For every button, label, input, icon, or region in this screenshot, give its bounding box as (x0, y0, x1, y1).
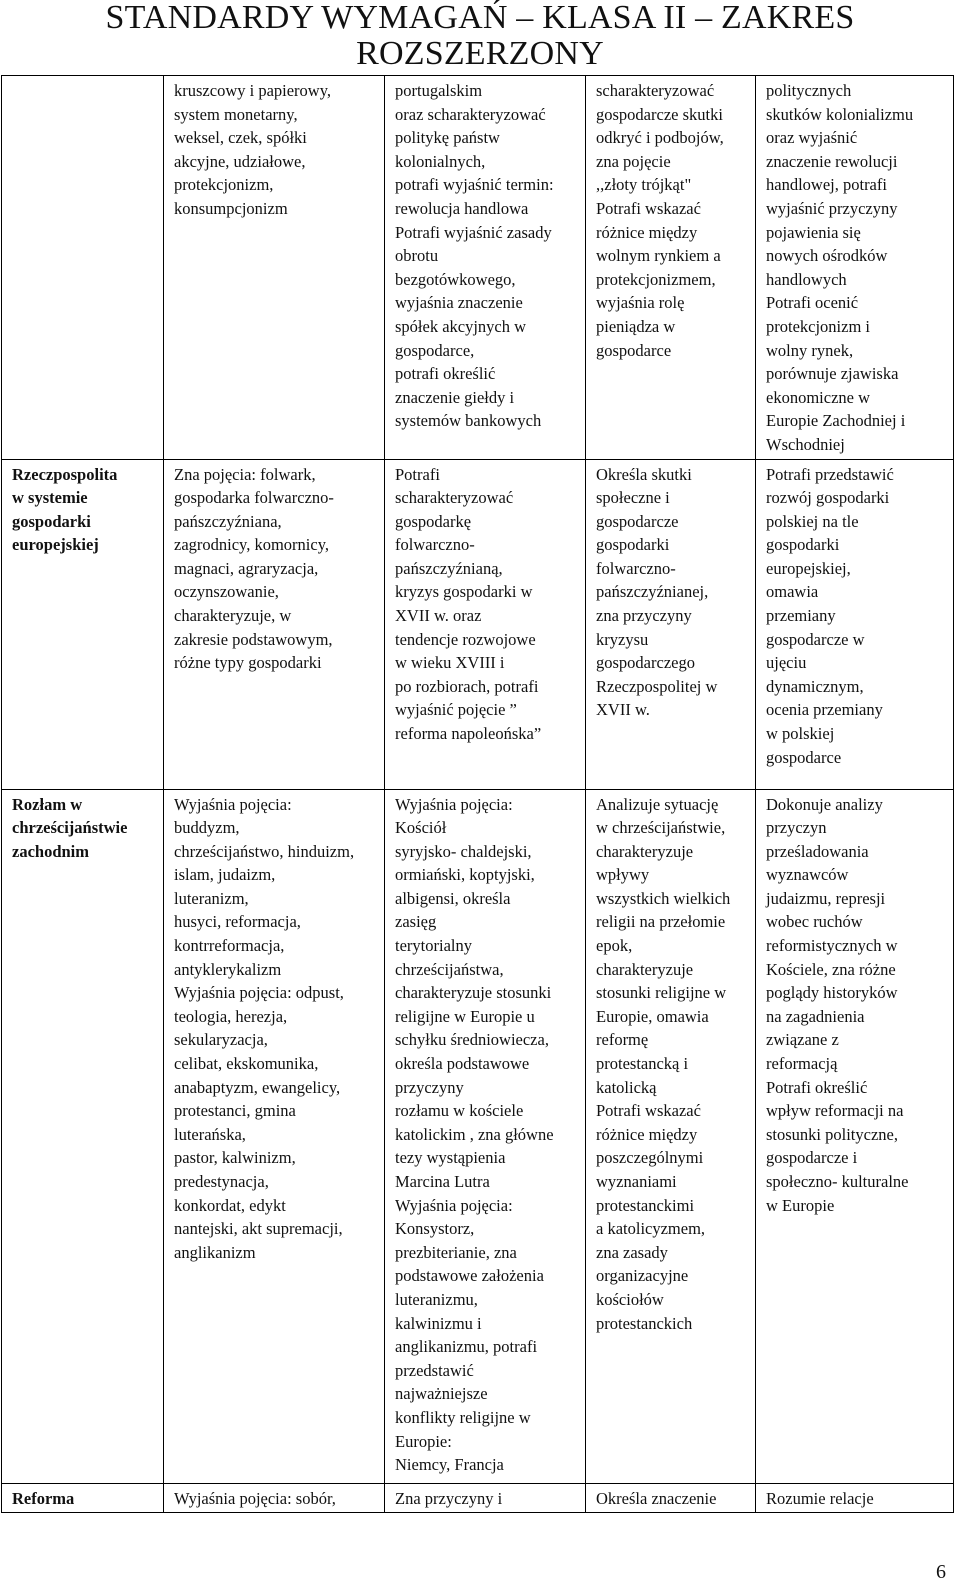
topic-cell: Rozłam w chrześcijaństwie zachodnim (2, 789, 164, 1483)
requirements-cell: Określa skutki społeczne i gospodarcze gospodarki folwarczno- pańszczyźnianej, zna przyczyny kryzysu gospodarczego Rzeczpospolitej w XVII w. (586, 459, 756, 789)
requirements-cell: politycznych skutków kolonializmu oraz wyjaśnić znaczenie rewolucji handlowej, potrafi wyjaśnić przyczyny pojawienia się nowych ośrodków handlowych Potrafi ocenić protekcjonizm i wolny rynek, porównuje zjawiska ekonomiczne w Europie Zachodniej i Wschodniej (756, 76, 954, 460)
requirements-cell: Analizuje sytuację w chrześcijaństwie, charakteryzuje wpływy wszystkich wielkich religii na przełomie epok, charakteryzuje stosunki religijne w Europie, omawia reformę protestancką i katolicką Potrafi wskazać różnice między poszczególnymi wyznaniami protestanckimi a katolicyzmem, zna zasady organizacyjne kościołów protestanckich (586, 789, 756, 1483)
requirements-cell: Zna pojęcia: folwark, gospodarka folwarczno- pańszczyźniana, zagrodnicy, komornicy, magnaci, agraryzacja, oczynszowanie, charakteryzuje, w zakresie podstawowym, różne typy gospodarki (164, 459, 385, 789)
requirements-cell: Wyjaśnia pojęcia: sobór, (164, 1483, 385, 1513)
requirements-cell: Zna przyczyny i (385, 1483, 586, 1513)
requirements-cell: Określa znaczenie (586, 1483, 756, 1513)
topic-cell (2, 76, 164, 460)
requirements-cell: portugalskim oraz scharakteryzować politykę państw kolonialnych, potrafi wyjaśnić termin: rewolucja handlowa Potrafi wyjaśnić zasady obrotu bezgotówkowego, wyjaśnia znaczenie spółek akcyjnych w gospodarce, potrafi określić znaczenie giełdy i systemów bankowych (385, 76, 586, 460)
table-row (2, 1483, 954, 1513)
table-row (2, 459, 954, 789)
topic-cell: Reforma (2, 1483, 164, 1513)
requirements-cell: Potrafi przedstawić rozwój gospodarki polskiej na tle gospodarki europejskiej, omawia przemiany gospodarcze w ujęciu dynamicznym, ocenia przemiany w polskiej gospodarce (756, 459, 954, 789)
page-title: STANDARDY WYMAGAŃ – KLASA II – ZAKRES ROZSZERZONY (105, 0, 855, 72)
requirements-cell: Wyjaśnia pojęcia: Kościół syryjsko- chaldejski, ormiański, koptyjski, albigensi, określa zasięg terytorialny chrześcijaństwa, charakteryzuje stosunki religijne w Europie u schyłku średniowiecza, określa podstawowe przyczyny rozłamu w kościele katolickim , zna główne tezy wystąpienia Marcina Lutra Wyjaśnia pojęcia: Konsystorz, prezbiterianie, zna podstawowe założenia luteranizmu, kalwinizmu i anglikanizmu, potrafi przedstawić najważniejsze konflikty religijne w Europie: Niemcy, Francja (385, 789, 586, 1483)
topic-cell: Rzeczpospolita w systemie gospodarki europejskiej (2, 459, 164, 789)
requirements-cell: Potrafi scharakteryzować gospodarkę folwarczno- pańszczyźnianą, kryzys gospodarki w XVII w. oraz tendencje rozwojowe w wieku XVIII i po rozbiorach, potrafi wyjaśnić pojęcie ” reforma napoleońska” (385, 459, 586, 789)
requirements-cell: Wyjaśnia pojęcia: buddyzm, chrześcijaństwo, hinduizm, islam, judaizm, luteranizm, husyci, reformacja, kontrreformacja, antyklerykalizm Wyjaśnia pojęcia: odpust, teologia, herezja, sekularyzacja, celibat, ekskomunika, anabaptyzm, ewangelicy, protestanci, gmina luterańska, pastor, kalwinizm, predestynacja, konkordat, edykt nantejski, akt supremacji, anglikanizm (164, 789, 385, 1483)
requirements-cell: Rozumie relacje (756, 1483, 954, 1513)
standards-table (1, 75, 954, 1513)
requirements-cell: scharakteryzować gospodarcze skutki odkryć i podbojów, zna pojęcie ,,złoty trójkąt" Potrafi wskazać różnice między wolnym rynkiem a protekcjonizmem, wyjaśnia rolę pieniądza w gospodarce (586, 76, 756, 460)
table-row (2, 76, 954, 460)
page-number: 6 (936, 1561, 946, 1583)
table-row (2, 789, 954, 1483)
requirements-cell: kruszcowy i papierowy, system monetarny, weksel, czek, spółki akcyjne, udziałowe, protekcjonizm, konsumpcjonizm (164, 76, 385, 460)
requirements-cell: Dokonuje analizy przyczyn prześladowania wyznawców judaizmu, represji wobec ruchów reformistycznych w Kościele, zna różne poglądy historyków na zagadnienia związane z reformacją Potrafi określić wpływ reformacji na stosunki polityczne, gospodarcze i społeczno- kulturalne w Europie (756, 789, 954, 1483)
